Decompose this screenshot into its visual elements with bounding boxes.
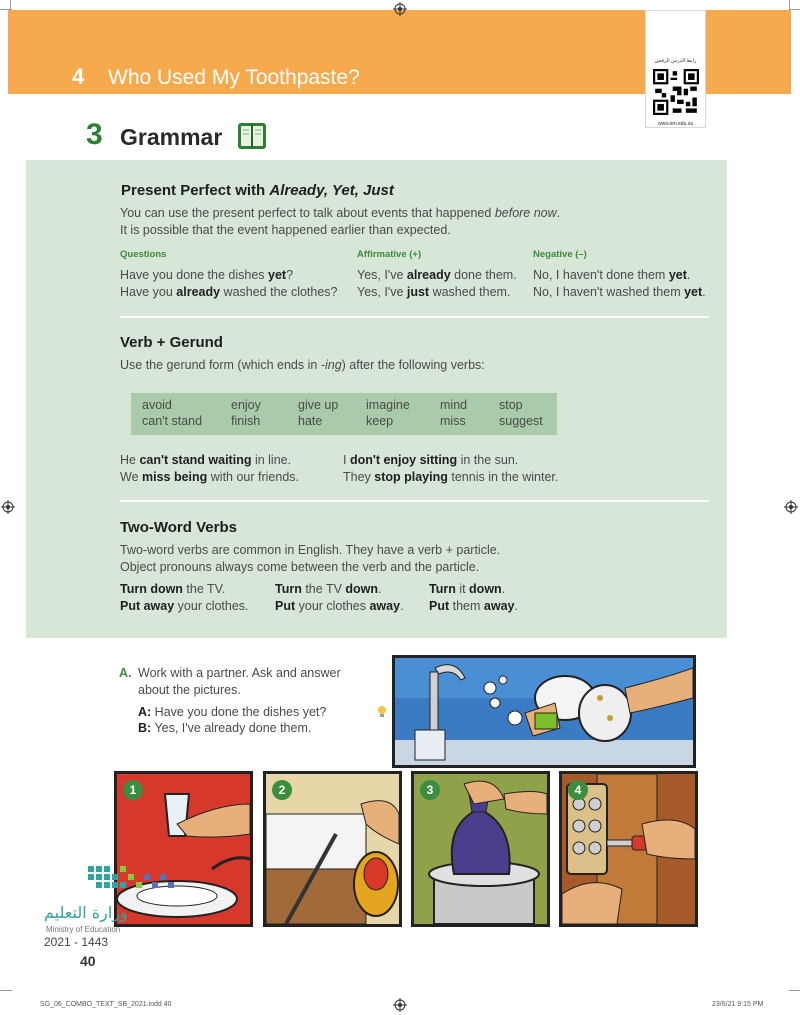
slug-file-name: SG_06_COMBO_TEXT_SB_2021.indd 40 — [40, 1001, 172, 1008]
slug-date: 23/6/21 9:15 PM — [712, 1001, 764, 1008]
washing-dishes-illustration — [392, 655, 696, 768]
panel-number-1: 1 — [123, 780, 143, 800]
ministry-name-english: Ministry of Education — [46, 925, 121, 934]
question-example-2: Have you already washed the clothes? — [120, 285, 338, 299]
page-number: 40 — [80, 953, 96, 969]
exercise-a-instruction-1: Work with a partner. Ask and answer — [138, 666, 341, 680]
registration-mark-icon — [393, 998, 407, 1012]
verb-cell: finish — [231, 414, 261, 428]
verb-cell: keep — [366, 414, 394, 428]
questions-heading: Questions — [120, 249, 167, 260]
panel-number-4: 4 — [568, 780, 588, 800]
book-icon — [236, 120, 268, 152]
two-word-example-4: Put your clothes away. — [275, 599, 404, 613]
crop-mark — [789, 0, 790, 10]
negative-heading: Negative (–) — [533, 249, 587, 260]
verb-gerund-heading: Verb + Gerund — [120, 334, 223, 351]
verb-cell: give up — [298, 398, 339, 412]
panel-number-2: 2 — [272, 780, 292, 800]
gerund-verb-table — [131, 393, 557, 435]
affirmative-example-2: Yes, I've just washed them. — [357, 285, 511, 299]
verb-cell: avoid — [142, 398, 172, 412]
panel-number-3: 3 — [420, 780, 440, 800]
crop-mark — [0, 990, 12, 991]
present-perfect-line2: It is possible that the event happened earlier than expected. — [120, 223, 451, 237]
crop-mark — [789, 990, 800, 991]
present-perfect-line1: You can use the present perfect to talk about events that happened before now. — [120, 206, 561, 220]
verb-cell: enjoy — [231, 398, 261, 412]
verb-cell: can't stand — [142, 414, 203, 428]
two-word-example-2: Put away your clothes. — [120, 599, 249, 613]
gerund-example-4: They stop playing tennis in the winter. — [343, 470, 559, 484]
section-number: 3 — [86, 118, 103, 151]
crop-mark — [10, 0, 11, 10]
verb-cell: stop — [499, 398, 523, 412]
gerund-example-1: He can't stand waiting in line. — [120, 453, 292, 467]
gerund-example-2: We miss being with our friends. — [120, 470, 300, 484]
dialogue-line-a: A: Have you done the dishes yet? — [138, 705, 327, 719]
present-perfect-heading: Present Perfect with Already, Yet, Just — [121, 182, 394, 199]
gerund-example-3: I don't enjoy sitting in the sun. — [343, 453, 519, 467]
two-word-example-3: Turn the TV down. — [275, 582, 382, 596]
two-word-example-6: Put them away. — [429, 599, 518, 613]
exercise-a-letter: A. — [119, 666, 132, 680]
affirmative-example-1: Yes, I've already done them. — [357, 268, 517, 282]
section-title: Grammar — [120, 124, 223, 150]
negative-example-1: No, I haven't done them yet. — [533, 268, 691, 282]
exercise-a-instruction-2: about the pictures. — [138, 683, 241, 697]
two-word-line1: Two-word verbs are common in English. They have a verb + particle. — [120, 543, 501, 557]
qr-url: www.ien.edu.sa — [657, 121, 694, 127]
qr-label: رابط الدرس الرقمي — [654, 58, 697, 64]
verb-cell: hate — [298, 414, 323, 428]
dialogue-line-b: B: Yes, I've already done them. — [138, 721, 312, 735]
verb-cell: mind — [440, 398, 468, 412]
two-word-line2: Object pronouns always come between the verb and the particle. — [120, 560, 480, 574]
verb-cell: suggest — [499, 414, 543, 428]
question-example-1: Have you done the dishes yet? — [120, 268, 294, 282]
registration-mark-icon — [784, 500, 798, 514]
crop-mark — [789, 9, 800, 10]
edition-year: 2021 - 1443 — [44, 935, 109, 949]
ministry-logo-icon — [88, 860, 178, 894]
affirmative-heading: Affirmative (+) — [357, 249, 422, 260]
qr-code-box[interactable] — [645, 10, 706, 128]
unit-title: Who Used My Toothpaste? — [108, 66, 360, 89]
registration-mark-icon — [1, 500, 15, 514]
section-divider — [120, 316, 709, 318]
verb-cell: miss — [440, 414, 466, 428]
qr-code-icon[interactable] — [653, 69, 699, 115]
lightbulb-icon — [377, 705, 387, 719]
verb-cell: imagine — [366, 398, 410, 412]
ministry-name-arabic: وزارة التعليم — [44, 903, 128, 922]
verb-gerund-intro: Use the gerund form (which ends in -ing) after the following verbs: — [120, 358, 485, 372]
registration-mark-icon — [393, 2, 407, 16]
section-divider — [120, 500, 709, 502]
two-word-example-5: Turn it down. — [429, 582, 506, 596]
two-word-example-1: Turn down the TV. — [120, 582, 226, 596]
two-word-verbs-heading: Two-Word Verbs — [120, 519, 237, 536]
negative-example-2: No, I haven't washed them yet. — [533, 285, 706, 299]
unit-number: 4 — [72, 64, 85, 89]
